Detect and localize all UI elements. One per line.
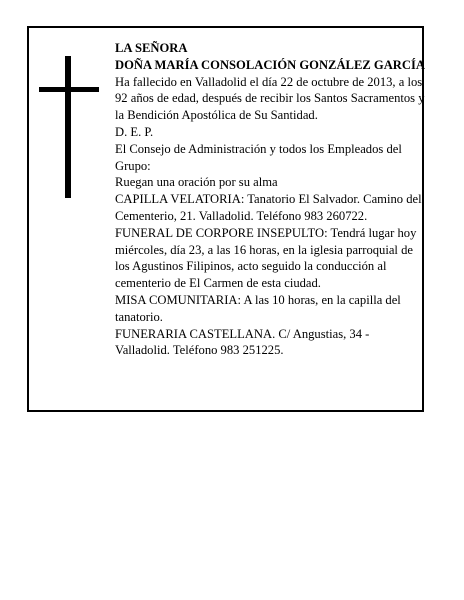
death-announcement: Ha fallecido en Valladolid el día 22 de octubre de 2013, a los 92 años de edad, después de recibir los Santos Sacramentos y la Bendición Apostólica de Su Santidad.: [115, 74, 425, 123]
rest-in-peace: D. E. P.: [115, 124, 154, 139]
mass-info: MISA COMUNITARIA: A las 10 horas, en la capilla del tanatorio.: [115, 292, 401, 324]
notice-body: [115, 40, 425, 359]
chapel-info: CAPILLA VELATORIA: Tanatorio El Salvador. Camino del Cementerio, 21. Valladolid. Teléfono 983 260722.: [115, 192, 422, 223]
title-line: LA SEÑORA: [115, 41, 188, 55]
funeral-home-info: FUNERARIA CASTELLANA. C/ Angustias, 34 - Valladolid. Teléfono 983 251225.: [115, 326, 370, 358]
latin-cross-icon: [39, 56, 99, 198]
obituary-notice: [27, 26, 424, 412]
board-and-staff: El Consejo de Administración y todos los Empleados del Grupo:: [115, 141, 402, 173]
cross-horizontal-bar: [39, 87, 99, 92]
cross-vertical-bar: [65, 56, 71, 198]
deceased-name: DOÑA MARÍA CONSOLACIÓN GONZÁLEZ GARCÍA: [115, 57, 425, 72]
prayer-request: Ruegan una oración por su alma: [115, 175, 278, 190]
funeral-info: FUNERAL DE CORPORE INSEPULTO: Tendrá lugar hoy miércoles, día 23, a las 16 horas, en la iglesia parroquial de los Agustinos Filipinos, acto seguido la conducción al cementerio de El Carmen de esta ciudad.: [115, 225, 417, 291]
